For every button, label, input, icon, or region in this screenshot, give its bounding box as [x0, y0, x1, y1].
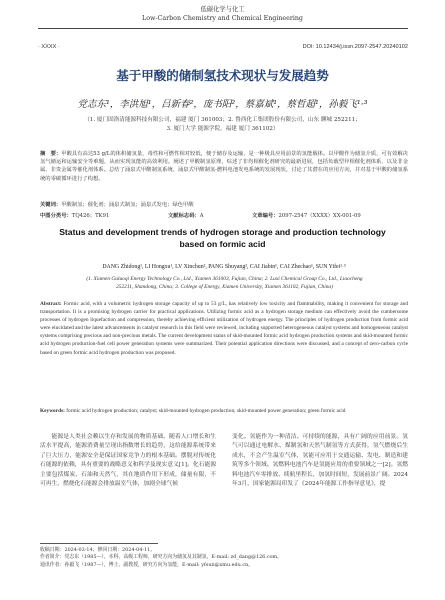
footnote-author: 作者简介：党志东（1985—），本科，高级工程师，研究方向为储氢及其制氢，E-mail: zd_dang@126.com。 — [40, 554, 283, 561]
title-en: Status and development trends of hydrogen storage and production technology based on formic acid — [59, 227, 386, 249]
footnote-rule — [40, 543, 158, 544]
keywords-en — [40, 407, 408, 415]
abstract-cn-text: 甲酸具有高达53 g/L的体积储氢量，毒性和可燃性相对较低，便于储存及运输，是一种极具应用前景的氢能载体。以甲酸作为储氢介质，可有效解决氢气储运和运输安全等难题，从而实现氢能的高效利用。阐述了甲酸制氢原理，综述了非均相催化剂研究的最新进展，包括负载型异相催化剂体系、以及非金属、非贵金属等催化剂体系。总结了涌泉式甲酸制氢系统、涌泉式甲酸制氢-燃料电池发电系统的发展现状，讨论了其潜在的应用方向，并对基于甲酸的储氢系统的零碳循环进行了构想。 — [40, 151, 408, 182]
document-code: 文献标志码：A — [168, 213, 204, 219]
body-column-right — [232, 433, 408, 489]
abstract-cn-label: 摘 要： — [40, 151, 62, 157]
abstract-en-label: Abstract: — [40, 301, 62, 307]
running-header — [0, 6, 445, 23]
authors-cn: 党志东¹，李洪旭¹，吕新春²，庞书阳²，蔡嘉斌¹，蔡哲超¹，孙毅飞¹·³ — [77, 99, 368, 110]
affiliation-en-line: 252211, Shandong, China; 3. College of Energy, Xiamen University, Xiamen 361102, Fujian, China) — [116, 284, 333, 290]
abstract-cn — [40, 150, 408, 183]
body-paragraph: 变化。氢能作为一种清洁、可持续的能源，具有广阔的应用前景。氢气可以通过电解水、煤制氢和天然气制氢等方式获得，氢气燃烧后生成水，不会产生温室气体，氢能可应用于交通运输、发电、制造和建筑等多个领域。氢燃料电池汽车是氢能应用的重要领域之一[2]。氢燃料电池汽车零排放、续航里程长、加氢时间短，发展前景广阔。2024年3月，国家能源局印发了《2024年能源工作指导意见》，提 — [232, 434, 408, 488]
journal-name-en: Low-Carbon Chemistry and Chemical Engineering — [142, 14, 303, 22]
authors-en: DANG Zhidong¹, LI Hongxu¹, LV Xinchun², PANG Shuyang², CAI Jiabin¹, CAI Zhechao¹, SUN Yifei¹·³ — [102, 264, 346, 270]
journal-name-cn: 低碳化学与化工 — [200, 6, 245, 13]
abstract-en-text: Formic acid, with a volumetric hydrogen storage capacity of up to 53 g/L, has relatively low toxicity and flammability, making it convenient for storage and transportation. It is a promising hydrogen carrier for practical applications. Utilizing formic acid as a hydrogen storage medium can effectively avoid the cumbersome processes of hydrogen liquefaction and compression, thereby achieving efficient utilization of hydrogen energy. The principles of hydrogen production from formic acid were elucidated and the latest advancements in catalyst research in this field were reviewed, including supported heterogeneous catalyst systems and homogeneous catalyst systems comprising precious and non-precious metals. The current development status of skid-mounted formic acid hydrogen production systems and skid-mounted formic acid hydrogen production-fuel cell power generation systems were summarized. Their potential application directions were discussed, and a concept of zero-carbon cycle based on green formic acid hydrogen production was proposed. — [40, 301, 408, 356]
page-marker: · XXXX · — [38, 44, 60, 50]
body-column-left — [40, 433, 216, 489]
keywords-en-label: Keywords: — [40, 408, 65, 414]
keywords-cn — [40, 201, 408, 209]
abstract-en — [40, 300, 408, 357]
affiliation-en-line: (1. Xiamen Guluoqi Energy Technology Co., Ltd., Xiamen 361003, Fujian, China; 2. Luxi Chemical Group Co., Ltd., Liaocheng — [86, 276, 363, 282]
affiliations-cn — [40, 116, 405, 133]
clc-number: 中图分类号：TQ426；TK91 — [40, 213, 110, 219]
footnote — [40, 547, 410, 569]
keywords-en-text: formic acid hydrogen production; catalyst; skid-mounted hydrogen production; skid-mounted power generation; green formic acid — [66, 408, 346, 414]
keywords-cn-label: 关键词： — [40, 202, 62, 208]
affiliation-cn-line: 3. 厦门大学 能源学院，福建 厦门 361102） — [166, 125, 279, 132]
title-cn: 基于甲酸的储制氢技术现状与发展趋势 — [116, 68, 329, 83]
footnote-received: 收稿日期：2024-03-14；修回日期：2024-04-11。 — [40, 547, 156, 553]
article-number: 文章编号：2097-2547（XXXX）XX-001-09 — [252, 213, 361, 219]
doi-link[interactable]: DOI: 10.12434/j.issn.2097-2547.20240102 — [302, 44, 408, 50]
header-rule — [38, 28, 408, 29]
keywords-cn-text: 甲酸制氢；催化剂；涌泉式制氢；涌泉式发电；绿色甲酸 — [61, 202, 194, 208]
body-paragraph: 能源是人类社会赖以生存和发展的物质基础。随着人口增长和生活水平提高，能源消费量呈现出指数增长的趋势，这给能源系统带来了巨大压力，能源安全是保证国家竞争力的根本基础。摆脱对传统化石能源的依赖，具有重要的战略意义和科学及现实意义[1]。化石能源主要包括煤炭、石油和天然气，其在地质作用下形成，储量有限，不可再生，燃烧化石能源会排放温室气体，加剧全球气候 — [40, 434, 216, 488]
affiliations-en — [52, 275, 397, 291]
footnote-corresponding: 通讯作者：孙毅飞（1987—），博士，副教授，研究方向为氢能，E-mail: yfsun@xmu.edu.cn。 — [40, 561, 254, 568]
affiliation-cn-line: （1. 厦门固洛清能源科技有限公司，福建 厦门 361003；2. 鲁西化工集团股份有限公司，山东 聊城 252211； — [84, 117, 361, 123]
